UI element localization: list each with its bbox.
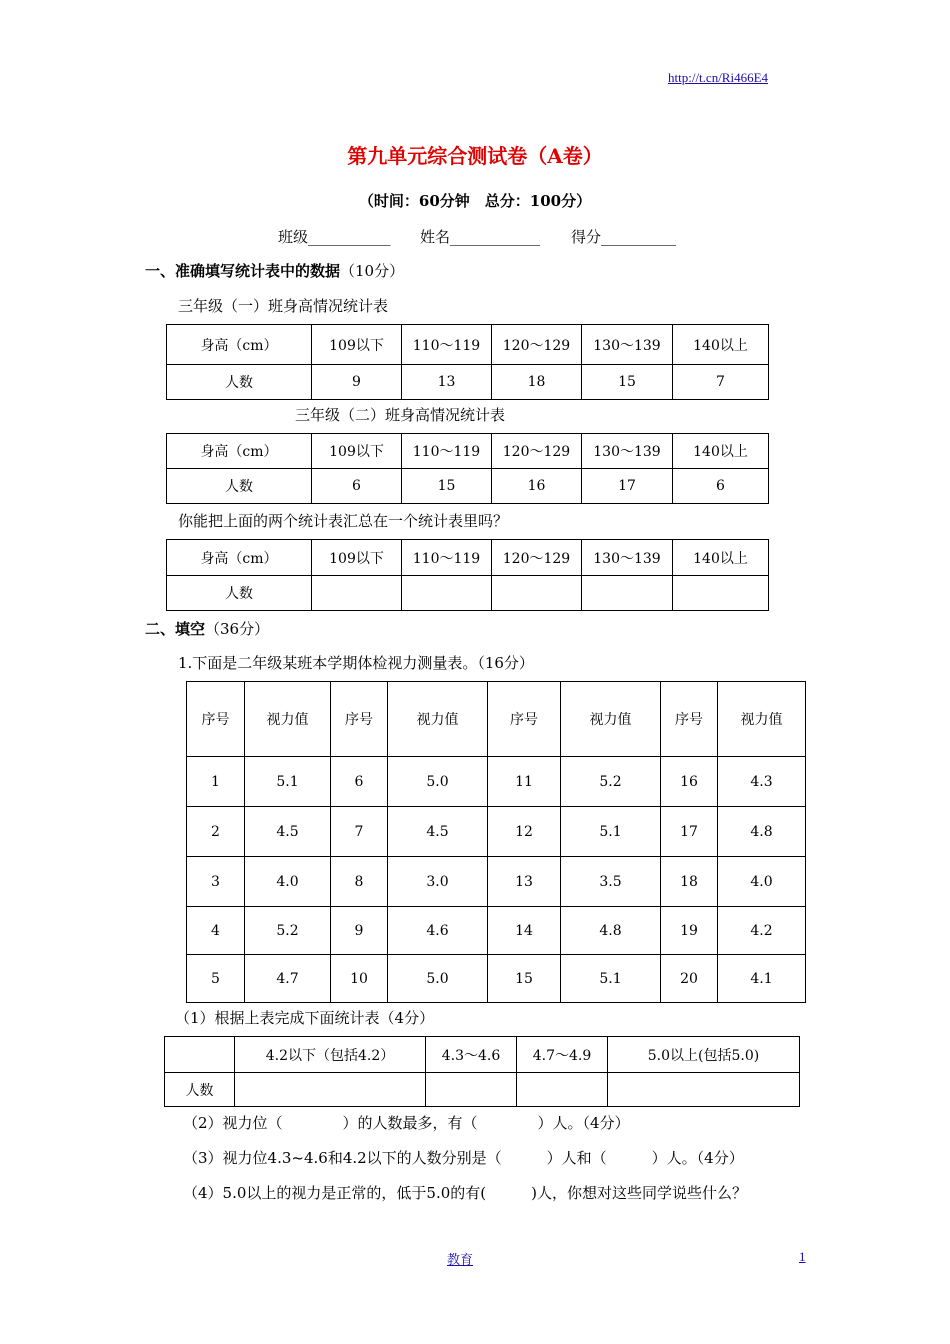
vision-header-cell: 序号 (661, 682, 718, 757)
table-header-cell: 110～119 (402, 540, 492, 576)
table-header-cell: 110～119 (402, 434, 492, 469)
table-header-cell: 身高（cm） (167, 434, 312, 469)
table-cell: 17 (582, 469, 673, 504)
table-cell: 5.2 (245, 907, 331, 955)
answer-cell[interactable] (235, 1073, 426, 1107)
answer-cell[interactable] (402, 576, 492, 611)
answer-cell[interactable] (426, 1073, 517, 1107)
table-cell: 4.0 (245, 857, 331, 907)
table-row-label: 人数 (167, 576, 312, 611)
vision-header-cell: 视力值 (561, 682, 661, 757)
table-cell: 18 (492, 365, 582, 400)
table-cell: 16 (492, 469, 582, 504)
score-field-label: 得分__________ (571, 228, 677, 246)
table-header-cell: 130～139 (582, 434, 673, 469)
table-header-cell: 110～119 (402, 325, 492, 365)
height-table-class2 (166, 433, 769, 504)
table-header-cell: 130～139 (582, 540, 673, 576)
table-cell: 20 (661, 955, 718, 1003)
table-cell: 3 (187, 857, 245, 907)
table-cell: 4 (187, 907, 245, 955)
table-row-label: 人数 (165, 1073, 235, 1107)
answer-cell[interactable] (312, 576, 402, 611)
vision-header-cell: 序号 (488, 682, 561, 757)
merge-question: 你能把上面的两个统计表汇总在一个统计表里吗？ (178, 512, 509, 530)
table-cell: 4.8 (561, 907, 661, 955)
vision-header-cell: 序号 (187, 682, 245, 757)
table-header-cell: 4.3～4.6 (426, 1037, 517, 1073)
table-cell: 4.8 (718, 807, 806, 857)
table-cell: 9 (312, 365, 402, 400)
table-cell: 17 (661, 807, 718, 857)
table-header-cell: 109以下 (312, 325, 402, 365)
table-cell: 7 (331, 807, 388, 857)
table-header-cell: 4.2以下（包括4.2） (235, 1037, 426, 1073)
sub-question-2: （2）视力位（ ）的人数最多，有（ ）人。（4分） (183, 1114, 630, 1132)
table-header-cell: 109以下 (312, 540, 402, 576)
header-url-link[interactable]: http://t.cn/Ri466E4 (668, 70, 769, 85)
table-cell: 5.1 (561, 807, 661, 857)
table-cell: 15 (402, 469, 492, 504)
answer-cell[interactable] (582, 576, 673, 611)
table-cell: 13 (402, 365, 492, 400)
table-cell: 1 (187, 757, 245, 807)
table-cell: 5.1 (561, 955, 661, 1003)
table-header-cell: 身高（cm） (167, 540, 312, 576)
answer-cell[interactable] (673, 576, 769, 611)
table1-caption: 三年级（一）班身高情况统计表 (178, 297, 389, 315)
vision-header-cell: 视力值 (245, 682, 331, 757)
page-number-link[interactable]: 1 (799, 1249, 806, 1264)
table-header-cell: 身高（cm） (167, 325, 312, 365)
table-header-cell: 130～139 (582, 325, 673, 365)
page-title: 第九单元综合测试卷（A卷） (347, 144, 603, 168)
table-header-cell: 140以上 (673, 325, 769, 365)
table-cell: 15 (488, 955, 561, 1003)
table-header-cell: 120～129 (492, 434, 582, 469)
table-cell: 15 (582, 365, 673, 400)
table-cell: 5.2 (561, 757, 661, 807)
table-cell: 10 (331, 955, 388, 1003)
name-field-label: 姓名____________ (420, 228, 541, 246)
table-header-cell: 5.0以上(包括5.0) (608, 1037, 800, 1073)
table-cell: 5.0 (388, 757, 488, 807)
table-cell: 6 (331, 757, 388, 807)
sub-question-4: （4）5.0以上的视力是正常的，低于5.0的有( )人，你想对这些同学说些什么？ (183, 1184, 747, 1202)
table-header-cell: 120～129 (492, 325, 582, 365)
table-header-cell: 140以上 (673, 540, 769, 576)
table-cell: 8 (331, 857, 388, 907)
answer-cell[interactable] (608, 1073, 800, 1107)
vision-header-cell: 视力值 (718, 682, 806, 757)
table-header-cell: 120～129 (492, 540, 582, 576)
vision-header-cell: 视力值 (388, 682, 488, 757)
table2-caption: 三年级（二）班身高情况统计表 (295, 406, 506, 424)
vision-table (186, 681, 806, 1003)
table-cell: 4.3 (718, 757, 806, 807)
table-cell: 4.2 (718, 907, 806, 955)
table-cell: 5.1 (245, 757, 331, 807)
page-subtitle: （时间：60分钟 总分：100分） (358, 192, 592, 210)
table-cell: 16 (661, 757, 718, 807)
table-cell: 4.5 (388, 807, 488, 857)
sub-question-3: （3）视力位4.3~4.6和4.2以下的人数分别是（ ）人和（ ）人。（4分） (183, 1149, 744, 1167)
sub-question-1: （1）根据上表完成下面统计表（4分） (175, 1009, 435, 1027)
table-cell: 5 (187, 955, 245, 1003)
table-cell: 12 (488, 807, 561, 857)
table-cell: 4.0 (718, 857, 806, 907)
table-cell: 9 (331, 907, 388, 955)
table-cell: 13 (488, 857, 561, 907)
table-cell: 2 (187, 807, 245, 857)
question-1: 1.下面是二年级某班本学期体检视力测量表。（16分） (178, 654, 534, 672)
table-header-cell (165, 1037, 235, 1073)
table-row-label: 人数 (167, 365, 312, 400)
table-cell: 6 (312, 469, 402, 504)
table-header-cell: 4.7～4.9 (517, 1037, 608, 1073)
table-cell: 14 (488, 907, 561, 955)
section1-heading: 一、准确填写统计表中的数据（10分） (145, 262, 405, 280)
table-cell: 3.0 (388, 857, 488, 907)
class-field-label: 班级___________ (278, 228, 391, 246)
table-header-cell: 109以下 (312, 434, 402, 469)
table-header-cell: 140以上 (673, 434, 769, 469)
answer-cell[interactable] (517, 1073, 608, 1107)
table-row-label: 人数 (167, 469, 312, 504)
footer-center-link[interactable]: 教育 (447, 1253, 474, 1268)
vision-header-cell: 序号 (331, 682, 388, 757)
table-cell: 5.0 (388, 955, 488, 1003)
height-summary-table (166, 539, 769, 611)
table-cell: 4.7 (245, 955, 331, 1003)
answer-cell[interactable] (492, 576, 582, 611)
table-cell: 3.5 (561, 857, 661, 907)
table-cell: 7 (673, 365, 769, 400)
height-table-class1 (166, 324, 769, 400)
table-cell: 4.1 (718, 955, 806, 1003)
table-cell: 11 (488, 757, 561, 807)
table-cell: 19 (661, 907, 718, 955)
section2-heading: 二、填空（36分） (145, 620, 270, 638)
table-cell: 4.6 (388, 907, 488, 955)
vision-summary-table (164, 1036, 800, 1107)
table-cell: 6 (673, 469, 769, 504)
table-cell: 4.5 (245, 807, 331, 857)
table-cell: 18 (661, 857, 718, 907)
